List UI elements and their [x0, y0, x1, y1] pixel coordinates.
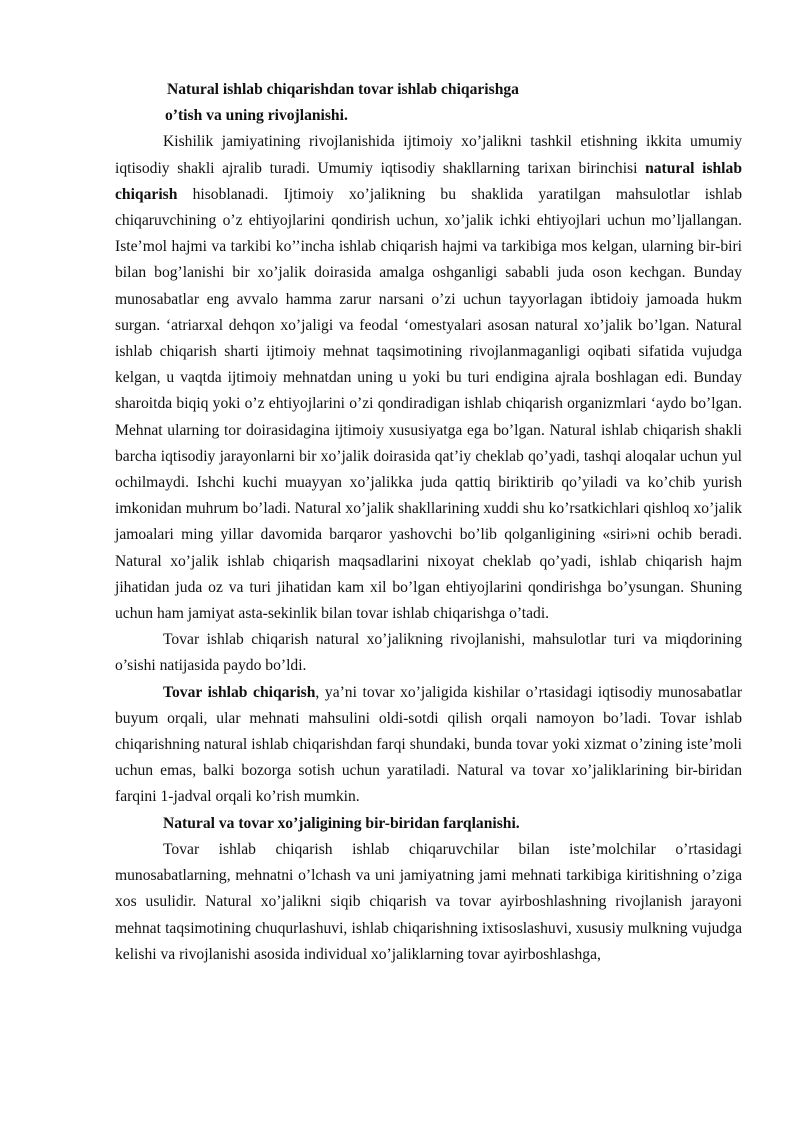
paragraph-text: , ya’ni tovar xo’jaligida kishilar o’rtasidagi iqtisodiy munosabatlar buyum orqali, ular mehnati mahsulini oldi-sotdi qilish orqali namoyon bo’ladi. Tovar ishlab chiqarishning natural ishlab chiqarishdan farqi shundaki, bunda tovar yoki xizmat o’zining iste’moli uchun emas, balki bozorga sotish uchun yaratiladi. Natural va tovar xo’jaliklarining bir-biridan farqini 1-jadval orqali ko’rish mumkin.	[115, 683, 743, 806]
bold-term-natural-production: natural ishlab chiqarish	[115, 159, 742, 203]
bold-term-commodity-production: Tovar ishlab chiqarish	[163, 683, 316, 701]
paragraph-text: Tovar ishlab chiqarish ishlab chiqaruvchilar bilan iste’molchilar o’rtasidagi munosabatlarning, mehnatni o’lchash va uni jamiyatning jami mehnati tarkibiga kiritishning o’ziga xos usulidir. Natural xo’jalikni siqib chiqarish va tovar ayirboshlashning rivojlanish jarayoni mehnat taqsimotining chuqurlashuvi, ishlab chiqarishning ixtisoslashuvi, xususiy mulkning vujudga kelishi va rivojlanishi asosida individual xo’jaliklarning tovar ayirboshlashga,	[115, 840, 742, 963]
paragraph-commodity-relations	[115, 837, 742, 968]
table-caption-heading: Natural va tovar xo’jaligining bir-biridan farqlanishi.	[163, 814, 520, 832]
paragraph-text: Tovar ishlab chiqarish natural xo’jalikning rivojlanishi, mahsulotlar turi va miqdorining o’sishi natijasida paydo bo’ldi.	[115, 631, 742, 675]
document-page	[115, 77, 742, 968]
paragraph-natural-production	[115, 129, 742, 627]
paragraph-text: Kishilik jamiyatining rivojlanishida ijtimoiy xo’jalikni tashkil etishning ikkita umumiy iqtisodiy shakli ajralib turadi. Umumiy iqtisodiy shakllarning tarixan birinchisi	[115, 133, 742, 177]
section-heading-line-1: Natural ishlab chiqarishdan tovar ishlab chiqarishga	[167, 81, 519, 98]
paragraph-commodity-origin	[115, 627, 742, 679]
paragraph-commodity-production	[115, 680, 742, 811]
section-heading-line-2: o’tish va uning rivojlanishi.	[165, 107, 348, 125]
paragraph-text: hisoblanadi. Ijtimoiy xo’jalikning bu shaklida yaratilgan mahsulotlar ishlab chiqaruvchining o’z ehtiyojlarini qondirish uchun, xo’jalik ichki ehtiyojlari uchun mo’ljallangan. Iste’mol hajmi va tarkibi ko’’incha ishlab chiqarish hajmi va tarkibiga mos kelgan, ularning bir-biri bilan bog’lanishi bir xo’jalik doirasida amalga oshganligi sababli juda oson kechgan. Bunday munosabatlar eng avvalo hamma zarur narsani o’zi uchun tayyorlagan ibtidoiy jamoada hukm surgan. ‘atriarxal dehqon xo’jaligi va feodal ‘omestyalari asosan natural xo’jalik bo’lgan. Natural ishlab chiqarish sharti ijtimoiy mehnat taqsimotining rivojlanmaganligi oqibati sifatida vujudga kelgan, u vaqtda ijtimoiy mehnatdan uning u yoki bu turi endigina ajrala boshlagan edi. Bunday sharoitda biqiq yoki o’z ehtiyojlarini o’zi qondiradigan ishlab chiqarish organizmlari ‘aydo bo’lgan. Mehnat ularning tor doirasidagina ijtimoiy xususiyatga ega bo’lgan. Natural ishlab chiqarish shakli barcha iqtisodiy jarayonlarni bir xo’jalik doirasida qat’iy cheklab qo’yadi, tashqi aloqalar uchun yul ochilmaydi. Ishchi kuchi muayyan xo’jalikka juda qattiq biriktirib qo’yiladi va ko’chib yurish imkonidan muhrum bo’ladi. Natural xo’jalik shakllarining xuddi shu ko’rsatkichlari qishloq xo’jalik jamoalari ming yillar davomida barqaror yashovchi bo’lib qolganligining «siri»ni ochib beradi. Natural xo’jalik ishlab chiqarish maqsadlarini nixoyat cheklab qo’yadi, ishlab chiqarish hajm jihatidan juda oz va turi jihatidan kam xil bo’lgan ehtiyojlarini qondirishga bo’ysungan. Shuning uchun ham jamiyat asta-sekinlik bilan tovar ishlab chiqarishga o’tadi.	[115, 185, 742, 623]
